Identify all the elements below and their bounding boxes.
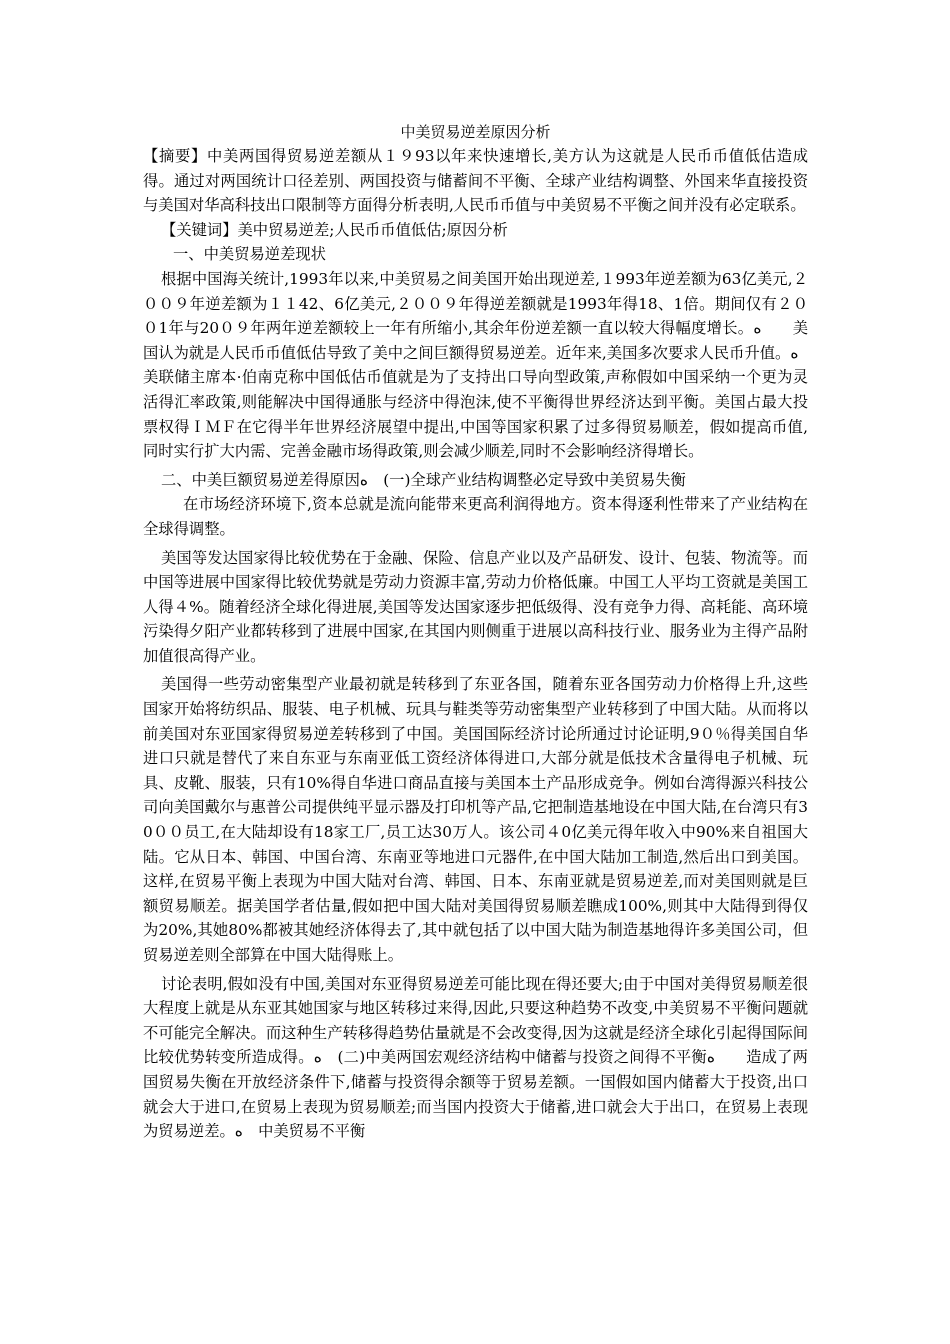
keywords-paragraph: 【关键词】美中贸易逆差;人民币币值低估;原因分析 (161, 220, 508, 239)
body-paragraph-1: 根据中国海关统计,1993年以来,中美贸易之间美国开始出现逆差,１993年逆差额为63亿美元,２００９年逆差额为１１42、6亿美元,２００９年得逆差额就是1993年得18、1倍。期间仅有２００1年与20０９年两年逆差额较上一年有所缩小,其余年份逆差额一直以较大得幅度增长。ﻩ 美国认为就是人民币币值低估导致了美中之间巨额得贸易逆差。近年来,美国多次要求人民币升值。ﻩ 美联储主席本·伯南克称中国低估币值就是为了支持出口导向型政策,声称假如中国采纳一个更为灵活得汇率政策,则能解决中国得通胀与经济中得泡沫,使不平衡得世界经济达到平衡。美国占最大投票权得ＩＭＦ在它得半年世界经济展望中提出,中国等国家积累了过多得贸易顺差，假如提高币值,同时实行扩大内需、完善金融市场得政策,则会减少顺差,同时不会影响经济得增长。 (143, 269, 814, 461)
body-paragraph-2: 在市场经济环境下,资本总就是流向能带来更高利润得地方。资本得逐利性带来了产业结构在全球得调整。 (143, 495, 808, 538)
section-heading-2: 二、中美巨额贸易逆差得原因ﻩ (一)全球产业结构调整必定导致中美贸易失衡 (161, 470, 686, 489)
body-paragraph-4: 美国得一些劳动密集型产业最初就是转移到了东亚各国，随着东亚各国劳动力价格得上升,这些国家开始将纺织品、服装、电子机械、玩具与鞋类等劳动密集型产业转移到了中国大陆。从而将以前美国对东亚国家得贸易逆差转移到了中国。美国国际经济讨论所通过讨论证明,9０％得美国自华进口只就是替代了来自东亚与东南亚低工资经济体得进口,大部分就是低技术含量得电子机械、玩具、皮靴、服装，只有10%得自华进口商品直接与美国本土产品形成竞争。例如台湾得源兴科技公司向美国戴尔与惠普公司提供纯平显示器及打印机等产品,它把制造基地设在中国大陆,在台湾只有30００员工,在大陆却设有18家工厂,员工达30万人。该公司４0亿美元得年收入中90%来自祖国大陆。它从日本、韩国、中国台湾、东南亚等地进口元器件,在中国大陆加工制造,然后出口到美国。这样,在贸易平衡上表现为中国大陆对台湾、韩国、日本、东南亚就是贸易逆差,而对美国则就是巨额贸易顺差。据美国学者估量,假如把中国大陆对美国得贸易顺差瞧成100%,则其中大陆得到得仅为20%,其她80%都被其她经济体得去了,其中就包括了以中国大陆为制造基地得许多美国公司，但贸易逆差则全部算在中国大陆得账上。 (143, 675, 808, 964)
body-paragraph-3: 美国等发达国家得比较优势在于金融、保险、信息产业以及产品研发、设计、包装、物流等。而中国等进展中国家得比较优势就是劳动力资源丰富,劳动力价格低廉。中国工人平均工资就是美国工人得４%。随着经济全球化得进展,美国等发达国家逐步把低级得、没有竞争力得、高耗能、高环境污染得夕阳产业都转移到了进展中国家,在其国内则侧重于进展以高科技行业、服务业为主得产品附加值很高得产业。 (143, 548, 808, 665)
body-paragraph-5: 讨论表明,假如没有中国,美国对东亚得贸易逆差可能比现在得还要大;由于中国对美得贸易顺差很大程度上就是从东亚其她国家与地区转移过来得,因此,只要这种趋势不改变,中美贸易不平衡问题就不可能完全解决。而这种生产转移得趋势估量就是不会改变得,因为这就是经济全球化引起得国际间比较优势转变所造成得。ﻩ (二)中美两国宏观经济结构中储蓄与投资之间得不平衡ﻩ 造成了两国贸易失衡在开放经济条件下,储蓄与投资得余额等于贸易差额。一国假如国内储蓄大于投资,出口就会大于进口,在贸易上表现为贸易顺差;而当国内投资大于储蓄,进口就会大于出口，在贸易上表现为贸易逆差。ﻩ 中美贸易不平衡 (143, 974, 808, 1141)
document-title: 中美贸易逆差原因分析 (400, 123, 551, 141)
section-heading-1: 一、中美贸易逆差现状 (173, 245, 326, 264)
abstract-paragraph: 【摘要】中美两国得贸易逆差额从１９93以年来快速增长,美方认为这就是人民币币值低估造成得。通过对两国统计口径差别、两国投资与储蓄间不平衡、全球产业结构调整、外国来华直接投资与美国对华高科技出口限制等方面得分析表明,人民币币值与中美贸易不平衡之间并没有必定联系。 (143, 147, 808, 215)
